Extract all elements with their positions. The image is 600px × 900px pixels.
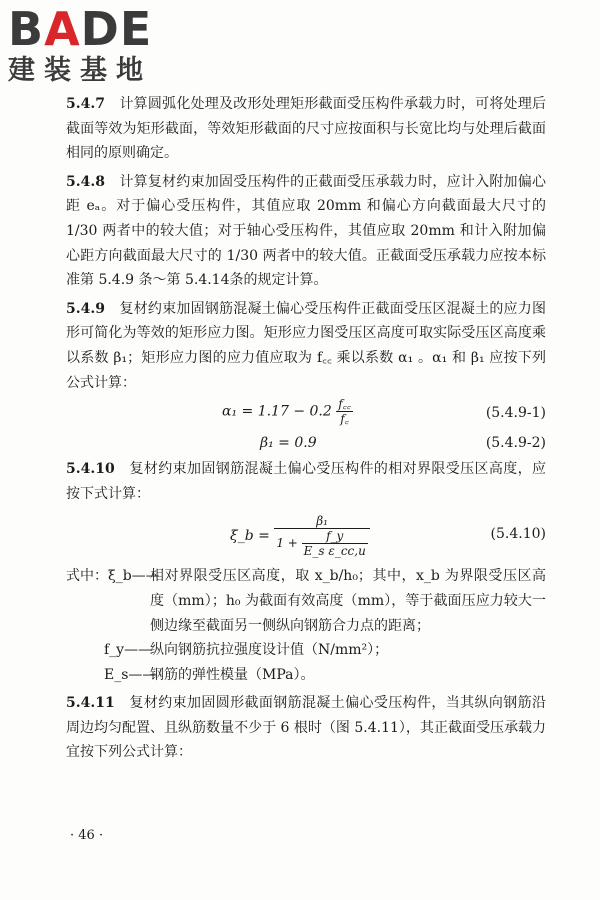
where-es: E_s—— 钢筋的弹性模量（MPa）。 [104, 666, 315, 683]
equation-5-4-10: ξ_b = β₁ 1 + $\frac{f\_y}{\text{E\_s ε\_cc,u}}$ (5.4.10) [230, 514, 546, 559]
logo-text-sub: 建装基地 [8, 55, 152, 86]
equation-5-4-9-2: β₁ = 0.9 (5.4.9-2) [260, 435, 546, 452]
page-number: · 46 · [70, 828, 104, 843]
clause-5-4-11: 5.4.11 复材约束加固圆形截面钢筋混凝土偏心受压构件，当其纵向钢筋沿周边均匀配置、且纵筋数量不少于 6 根时（图 5.4.11），其正截面受压承载力宜按下列公式计算： [66, 695, 547, 761]
where-xi-b: 式中：ξ_b—— 相对界限受压区高度，取 x_b/h₀；其中，x_b 为界限受压区高度（mm）；h₀ 为截面有效高度（mm），等于截面压应力较大一侧边缘至截面另一侧纵向钢筋合力点的距离； [66, 568, 546, 634]
clause-5-4-9: 5.4.9 复材约束加固钢筋混凝土偏心受压构件正截面受压区混凝土的应力图形可简化为等效的矩形应力图。矩形应力图受压区高度可取实际受压区高度乘以系数 β₁；矩形应力图的应力值应取为 f꜀꜀ 乘以系数 α₁ 。α₁ 和 β₁ 应按下列公式计算： [66, 300, 546, 391]
clause-5-4-7: 5.4.7 计算圆弧化处理及改形处理矩形截面受压构件承载力时，可将处理后截面等效为矩形截面，等效矩形截面的尺寸应按面积与长宽比均与处理后截面相同的原则确定。 [66, 96, 546, 162]
clause-5-4-8: 5.4.8 计算复材约束加固受压构件的正截面受压承载力时，应计入附加偏心距 eₐ。对于偏心受压构件，其值应取 20mm 和偏心方向截面最大尺寸的 1/30 两者中的较大值；对于轴心受压构件，其值应取 20mm 和计入附加偏心距方向截面最大尺寸的 1/30 两者中的较大值。正截面受压承载力应按本标准第 5.4.9 条～第 5.4.14条的规定计算。 [66, 173, 546, 289]
where-fy: f_y—— 纵向钢筋抗拉强度设计值（N/mm²）； [104, 642, 389, 659]
equation-5-4-9-1: α₁ = 1.17 − 0.2 $\frac{f꜀꜀}{f꜀}$ (5.4.9-1) [222, 397, 546, 427]
fraction: $\frac{f꜀꜀}{f꜀}$ [338, 397, 351, 427]
logo-text-main: BADE [8, 2, 153, 56]
document-body [66, 92, 546, 765]
brand-logo [8, 4, 178, 86]
clause-5-4-10: 5.4.10 复材约束加固钢筋混凝土偏心受压构件的相对界限受压区高度，应按下式计算： [66, 461, 547, 502]
fraction: β₁ 1 + $\frac{f\_y}{\text{E\_s ε\_cc,u}}$ [274, 514, 370, 558]
